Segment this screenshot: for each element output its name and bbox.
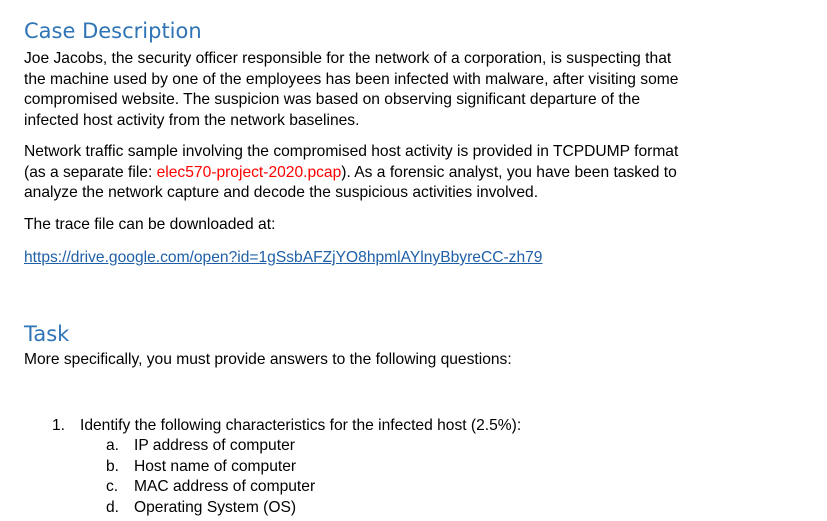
traffic-paragraph [24,142,764,204]
question-number: 1. [52,417,66,434]
case-intro-line: Joe Jacobs, the security officer responsible for the network of a corporation, is suspecting that [24,50,672,67]
traffic-line: Network traffic sample involving the compromised host activity is provided in TCPDUMP format [24,143,679,160]
task-intro: More specifically, you must provide answers to the following questions: [24,351,512,368]
sub-item-text: Operating System (OS) [134,499,297,516]
case-intro-line: compromised website. The suspicion was based on observing significant departure of the [24,91,641,108]
traffic-line2-prefix: (as a separate file: [24,163,157,181]
case-intro-line: infected host activity from the network baselines. [24,111,360,129]
question-text: Identify the following characteristics for the infected host (2.5%): [80,417,522,434]
sub-item-letter: a. [106,437,120,454]
task-heading: Task [24,322,70,346]
download-paragraph [24,248,764,269]
case-description-heading: Case Description [24,19,202,43]
sub-item-text: MAC address of computer [134,478,316,495]
pcap-filename: elec570-project-2020.pcap [156,163,342,181]
case-intro-paragraph [24,49,764,131]
download-text: The trace file can be downloaded at: [24,216,276,233]
sub-item-text: IP address of computer [134,437,295,454]
download-link[interactable]: https://drive.google.com/open?id=1gSsbAFZjYO8hpmlAYlnyBbyreCC-zh79 [24,249,543,266]
sub-item-letter: b. [106,458,120,475]
traffic-line [24,163,764,184]
traffic-line: analyze the network capture and decode the suspicious activities involved. [24,184,539,201]
traffic-line2-suffix: ). As a forensic analyst, you have been tasked to [341,163,677,181]
sub-item-letter: d. [106,499,120,516]
sub-item-letter: c. [106,478,119,495]
case-intro-line: the machine used by one of the employees has been infected with malware, after visiting some [24,70,679,88]
sub-item-text: Host name of computer [134,458,297,475]
